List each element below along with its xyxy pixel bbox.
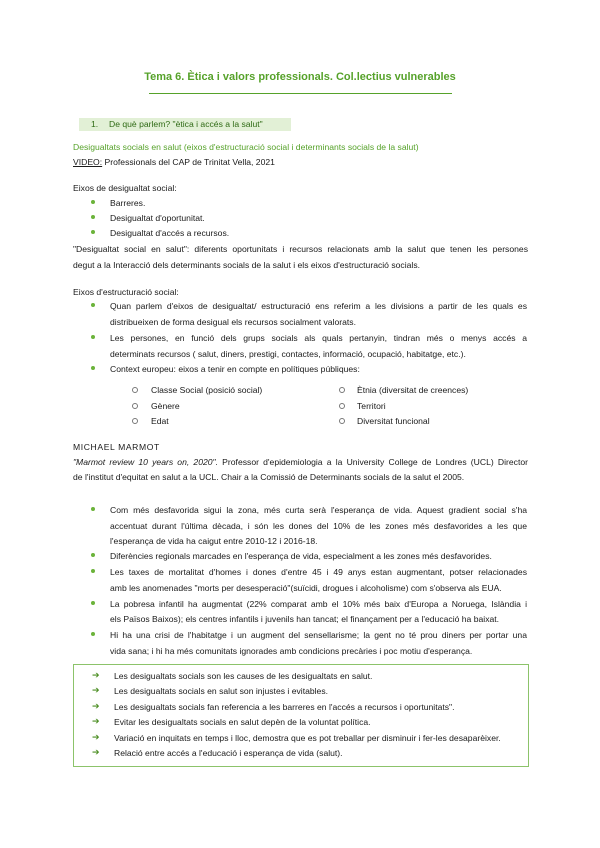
video-line [73,158,275,167]
axis-item: Diversitat funcional [357,416,430,426]
video-text: Professionals del CAP de Trinitat Vella, 2021 [102,157,275,167]
list-item: Com més desfavorida sigui la zona, més curta serà l'esperança de vida. Aquest gradient social s'ha [110,505,527,515]
bullet-icon [90,302,97,309]
eixos-estructuracio-heading: Eixos d'estructuració social: [73,287,179,297]
list-item: Desigualtat d'accés a recursos. [110,228,230,238]
list-item: Hi ha una crisi de l'habitatge i un augment del sensellarisme; la gent no té prou diners per portar una [110,630,527,640]
arrow-icon: ➔ [92,732,100,742]
list-item-cont: vida sana; i hi ha més comunitats ignorades amb condicions precàries i poc motiu d'esperança. [110,646,473,656]
eixos-desigualtat-heading: Eixos de desigualtat social: [73,183,177,193]
axis-item: Classe Social (posició social) [151,385,263,395]
summary-item: Les desigualtats socials en salut son injustes i evitables. [114,686,329,696]
marmot-intro [73,458,528,467]
subtitle: Desigualtats socials en salut (eixos d'estructuració social i determinants socials de la salut) [73,142,419,152]
video-label[interactable]: VIDEO: [73,157,103,167]
list-item: Barreres. [110,198,146,208]
bullet-icon [90,600,97,607]
list-item: Les taxes de mortalitat d'homes i dones d'entre 45 i 49 anys estan augmentant, potser relacionades [110,567,527,577]
list-item: La pobresa infantil ha augmentat (22% comparat amb el 10% més baix d'Europa a Noruega, Islàndia i [110,599,527,609]
list-item-cont: amb les anomenades "morts per desesperació"(suïcidi, drogues i alcoholisme) com s'observa als EUA. [110,583,502,593]
section-label: De què parlem? "ètica i accés a la salut" [109,119,263,129]
circle-bullet-icon [339,403,345,409]
marmot-heading: MICHAEL MARMOT [73,442,160,452]
title-underline [149,93,452,94]
circle-bullet-icon [132,403,138,409]
definition-line: "Desigualtat social en salut": diferents oportunitats i recursos relacionats amb la salut que tenen les persones [73,244,528,254]
bullet-icon [90,199,97,206]
marmot-line2: de l'institut d'equitat en salut a la UCL. Chair a la Comissió de Determinants socials de la salut el 2005. [73,472,465,482]
axis-item: Edat [151,416,169,426]
bullet-icon [90,506,97,513]
bullet-icon [90,229,97,236]
bullet-icon [90,552,97,559]
list-item-cont: determinats recursos ( salut, diners, prestigi, contactes, informació, ocupació, habitatge, etc.). [110,349,466,359]
arrow-icon: ➔ [92,670,100,680]
summary-item: Les desigualtats socials fan referencia a les barreres en l'accés a recursos i oportunitats". [114,702,455,712]
axis-item: Ètnia (diversitat de creences) [357,385,469,395]
summary-item: Les desigualtats socials son les causes de les desigualtats en salut. [114,671,373,681]
arrow-icon: ➔ [92,716,100,726]
list-item-cont: els Països Baixos); els centres infantils i juvenils han tancat; el finançament per a l'educació ha baixat. [110,614,500,624]
circle-bullet-icon [339,418,345,424]
arrow-icon: ➔ [92,701,100,711]
section-number: 1. [91,119,99,129]
bullet-icon [90,334,97,341]
list-item-cont: l'esperança de vida ha caigut entre 2010-12 i 2016-18. [110,536,318,546]
list-item: Quan parlem d'eixos de desigualtat/ estructuració ens referim a les divisions a partir de les quals es [110,301,527,311]
circle-bullet-icon [132,418,138,424]
definition-line: degut a la Interacció dels determinants socials de la salut i els eixos d'estructuració socials. [73,260,420,270]
marmot-quote: "Marmot review 10 years on, 2020". [73,457,218,467]
bullet-icon [90,214,97,221]
bullet-icon [90,568,97,575]
list-item: Desigualtat d'oportunitat. [110,213,205,223]
circle-bullet-icon [132,387,138,393]
bullet-icon [90,631,97,638]
page-title: Tema 6. Ètica i valors professionals. Col.lectius vulnerables [144,71,456,83]
list-item: Context europeu: eixos a tenir en compte en polítiques públiques: [110,364,360,374]
list-item: Diferències regionals marcades en l'esperança de vida, especialment a les zones més desfavorides. [110,551,492,561]
arrow-icon: ➔ [92,747,100,757]
bullet-icon [90,365,97,372]
list-item-cont: distribueixen de forma desigual els recursos socialment valorats. [110,317,356,327]
circle-bullet-icon [339,387,345,393]
marmot-line1: Professor d'epidemiologia a la University College de Londres (UCL) Director [218,457,528,467]
axis-item: Gènere [151,401,180,411]
summary-item: Variació en inquitats en temps i lloc, demostra que es pot treballar per disminuir i fer-les desaparèixer. [114,733,501,743]
list-item-cont: accentuat durant l'última dècada, i són les dones del 10% de les zones més desfavorides a les que [110,521,527,531]
axis-item: Territori [357,401,386,411]
list-item: Les persones, en funció dels grups socials als quals pertanyin, tindran més o menys accés a [110,333,527,343]
summary-item: Relació entre accés a l'educació i esperança de vida (salut). [114,748,343,758]
summary-item: Evitar les desigualtats socials en salut depèn de la voluntat política. [114,717,371,727]
arrow-icon: ➔ [92,685,100,695]
section-heading [79,118,291,131]
